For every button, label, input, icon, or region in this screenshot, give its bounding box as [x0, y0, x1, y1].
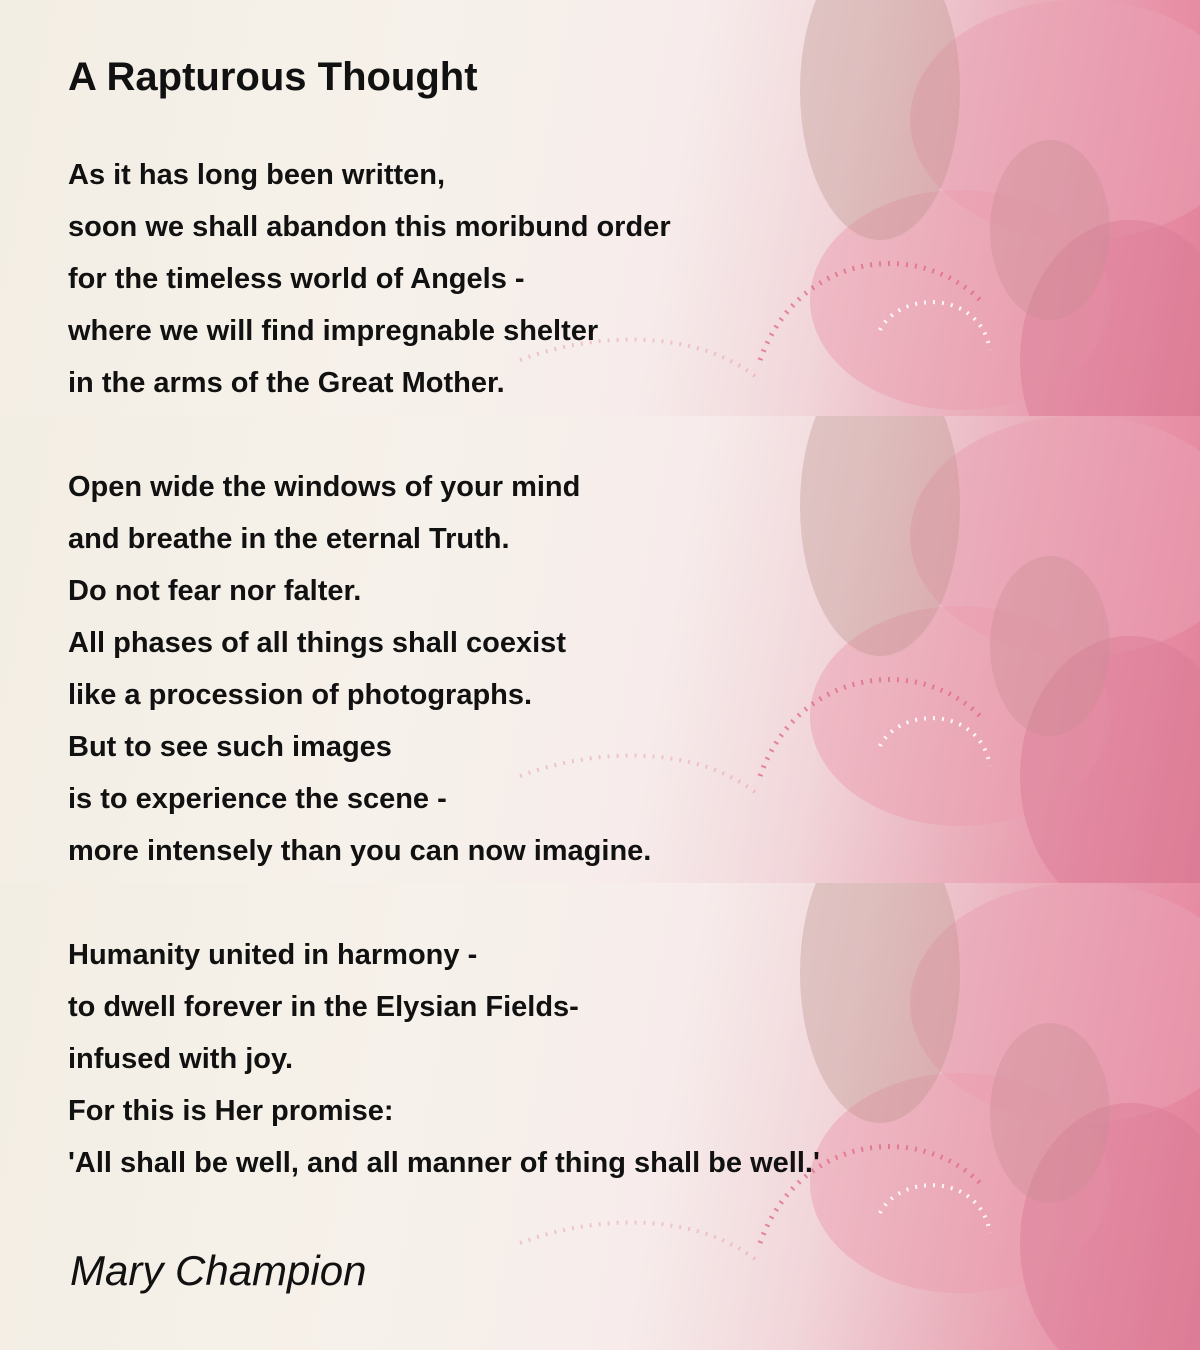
poem-line: where we will find impregnable shelter: [68, 315, 599, 347]
poem-body: [68, 149, 820, 1241]
poem-title: A Rapturous Thought: [68, 55, 478, 99]
poem-line: All phases of all things shall coexist: [68, 627, 566, 659]
stanza-3: [68, 929, 820, 1189]
poem-line: Humanity united in harmony -: [68, 939, 478, 971]
poem-line: As it has long been written,: [68, 159, 446, 191]
poem-line: more intensely than you can now imagine.: [68, 835, 652, 867]
poem-line: Do not fear nor falter.: [68, 575, 362, 607]
poem-line: But to see such images: [68, 731, 392, 763]
poem-line: for the timeless world of Angels -: [68, 263, 525, 295]
poem-line: like a procession of photographs.: [68, 679, 533, 711]
poem-line: soon we shall abandon this moribund order: [68, 211, 671, 243]
poem-line: Open wide the windows of your mind: [68, 471, 581, 503]
poem-line: to dwell forever in the Elysian Fields-: [68, 991, 579, 1023]
stanza-1: [68, 149, 820, 409]
poem-line: is to experience the scene -: [68, 783, 447, 815]
poem-line: and breathe in the eternal Truth.: [68, 523, 510, 555]
poem-line: For this is Her promise:: [68, 1095, 394, 1127]
poem-line: 'All shall be well, and all manner of thing shall be well.': [68, 1147, 820, 1179]
poem-line: in the arms of the Great Mother.: [68, 367, 505, 399]
poem-author: Mary Champion: [70, 1247, 367, 1294]
poem-line: infused with joy.: [68, 1043, 294, 1075]
stanza-2: [68, 461, 820, 877]
